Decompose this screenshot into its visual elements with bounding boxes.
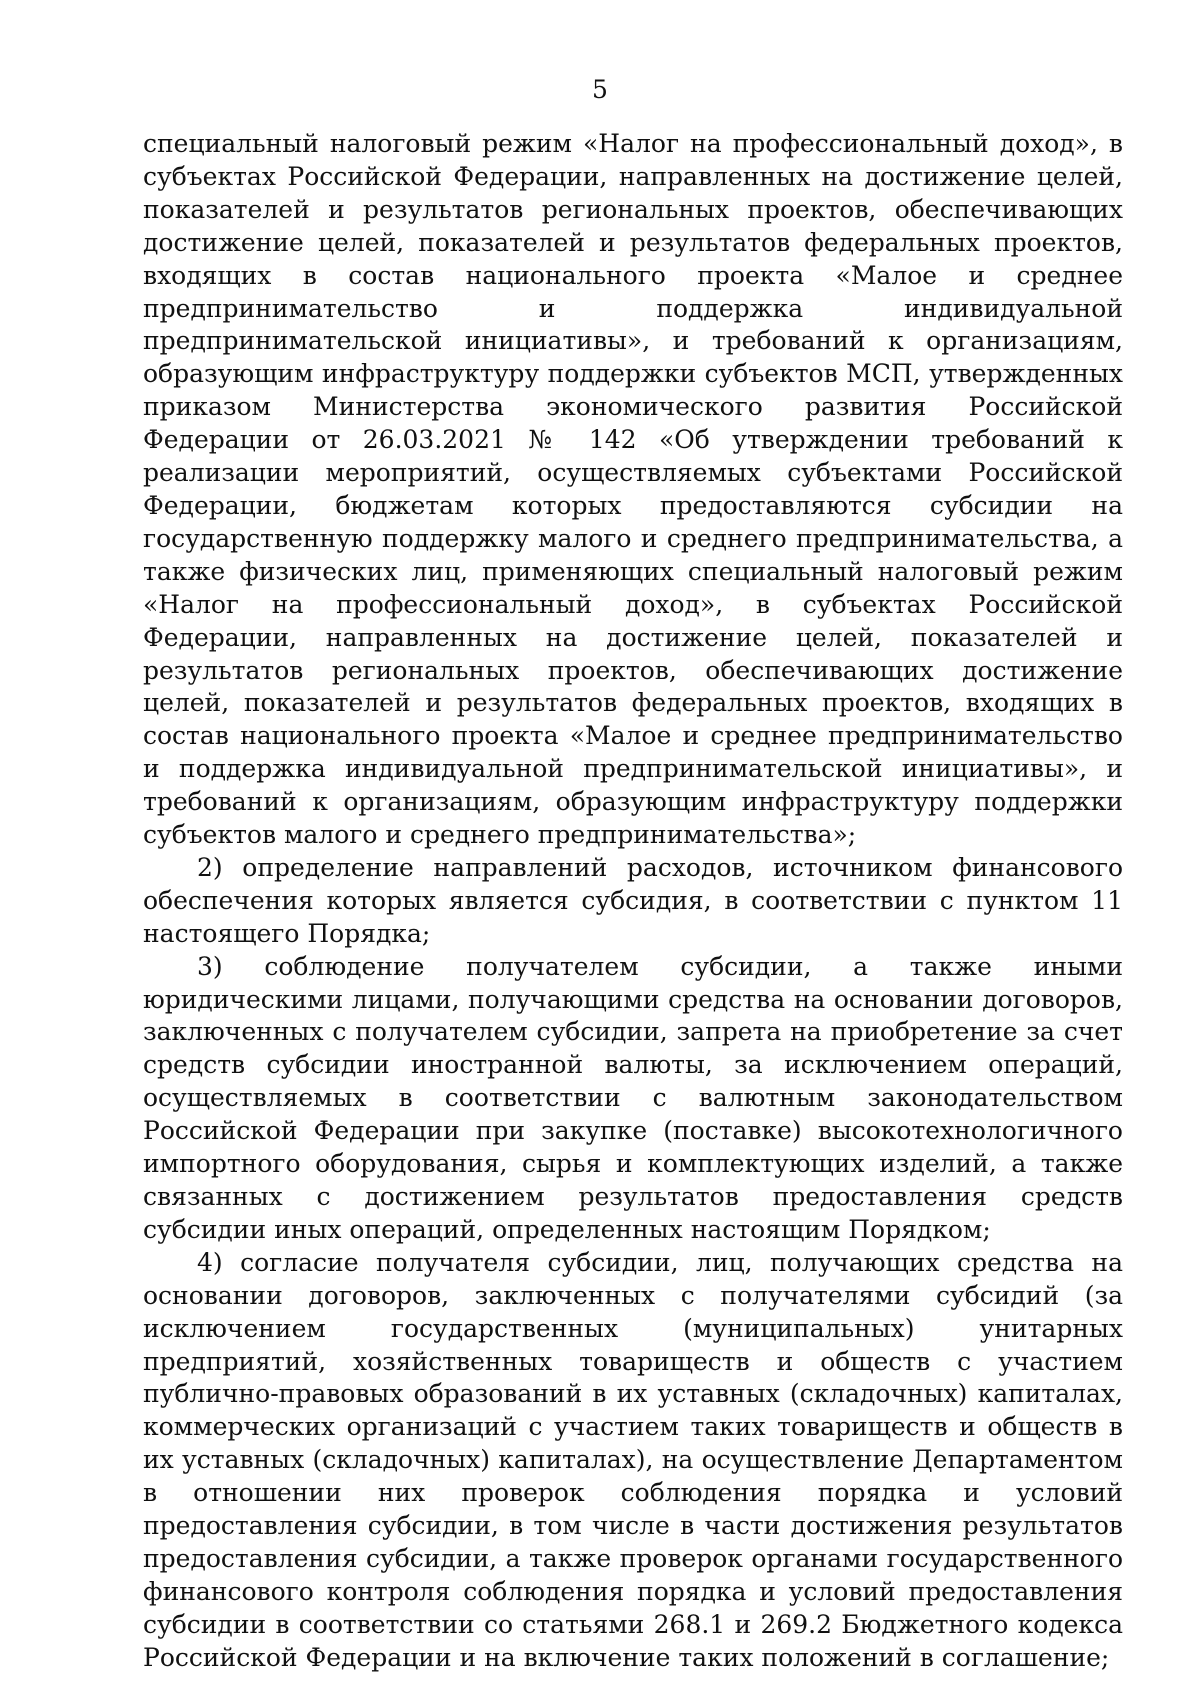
page-number: 5 [592, 75, 608, 104]
paragraph-item-3: 3) соблюдение получателем субсидии, а также иными юридическими лицами, получающими средства на основании договоров, заключенных с получателем субсидии, запрета на приобретение за счет средств субсидии иностранной валюты, за исключением операций, осуществляемых в соответствии с валютным законодательством Российской Федерации при закупке (поставке) высокотехнологичного импортного оборудования, сырья и комплектующих изделий, а также связанных с достижением результатов предоставления средств субсидии иных операций, определенных настоящим Порядком; [143, 951, 1123, 1244]
paragraph-item-2: 2) определение направлений расходов, источником финансового обеспечения которых является субсидия, в соответствии с пунктом 11 настоящего Порядка; [143, 852, 1123, 948]
document-body [143, 128, 1123, 1675]
paragraph-item-4: 4) согласие получателя субсидии, лиц, получающих средства на основании договоров, заключенных с получателями субсидий (за исключением государственных (муниципальных) унитарных предприятий, хозяйственных товариществ и обществ с участием публично-правовых образований в их уставных (складочных) капиталах, коммерческих организаций с участием таких товариществ и обществ в их уставных (складочных) капиталах), на осуществление Департаментом в отношении них проверок соблюдения порядка и условий предоставления субсидии, в том числе в части достижения результатов предоставления субсидии, а также проверок органами государственного финансового контроля соблюдения порядка и условий предоставления субсидии в соответствии со статьями 268.1 и 269.2 Бюджетного кодекса Российской Федерации и на включение таких положений в соглашение; [143, 1247, 1123, 1672]
paragraph-continuation: специальный налоговый режим «Налог на профессиональный доход», в субъектах Российской Федерации, направленных на достижение целей, показателей и результатов региональных проектов, обеспечивающих достижение целей, показателей и результатов федеральных проектов, входящих в состав национального проекта «Малое и среднее предпринимательство и поддержка индивидуальной предпринимательской инициативы», и требований к организациям, образующим инфраструктуру поддержки субъектов МСП, утвержденных приказом Министерства экономического развития Российской Федерации от 26.03.2021 № 142 «Об утверждении требований к реализации мероприятий, осуществляемых субъектами Российской Федерации, бюджетам которых предоставляются субсидии на государственную поддержку малого и среднего предпринимательства, а также физических лиц, применяющих специальный налоговый режим «Налог на профессиональный доход», в субъектах Российской Федерации, направленных на достижение целей, показателей и результатов региональных проектов, обеспечивающих достижение целей, показателей и результатов федеральных проектов, входящих в состав национального проекта «Малое и среднее предпринимательство и поддержка индивидуальной предпринимательской инициативы», и требований к организациям, образующим инфраструктуру поддержки субъектов малого и среднего предпринимательства»; [143, 129, 1123, 850]
